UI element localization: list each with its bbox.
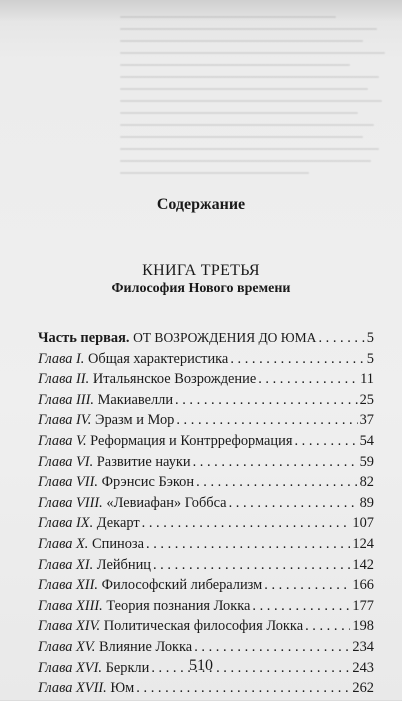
toc-chapter-row — [38, 598, 374, 619]
chapter-title: Реформация и Контрреформация — [90, 432, 293, 449]
chapter-page: 37 — [359, 412, 374, 429]
dot-leader — [194, 639, 350, 656]
chapter-page: 198 — [352, 618, 374, 635]
toc-chapter-row — [38, 515, 374, 536]
bleed-through-text — [120, 6, 390, 256]
chapter-title: Развитие науки — [96, 453, 191, 470]
chapter-title: Теория познания Локка — [106, 597, 251, 614]
toc-part-row — [38, 330, 374, 351]
chapter-label: Глава V. — [38, 432, 87, 449]
chapter-title: Макиавелли — [97, 391, 174, 408]
chapter-label: Глава XIV. — [38, 618, 101, 635]
toc-chapter-row — [38, 433, 374, 454]
toc-chapter-row — [38, 371, 374, 392]
chapter-label: Глава XV. — [38, 638, 96, 655]
chapter-page: 262 — [352, 680, 374, 697]
chapter-title: Философский либерализм — [101, 577, 263, 594]
chapter-title: Юм — [110, 680, 135, 697]
chapter-title: Лейбниц — [96, 556, 151, 573]
chapter-page: 82 — [359, 474, 374, 491]
chapter-page: 5 — [366, 350, 374, 367]
part-label: Часть первая. — [38, 330, 130, 346]
chapter-title: Итальянское Возрождение — [92, 371, 257, 388]
dot-leader — [142, 515, 351, 532]
chapter-label: Глава I. — [38, 350, 85, 367]
dot-leader — [193, 454, 358, 471]
chapter-label: Глава VIII. — [38, 494, 103, 511]
book-subtitle: Философия Нового времени — [111, 281, 291, 296]
part-title: ОТ ВОЗРОЖДЕНИЯ ДО ЮМА — [133, 330, 317, 345]
chapter-title: Спиноза — [92, 535, 144, 552]
toc-chapter-row — [38, 618, 374, 639]
chapter-page: 234 — [352, 638, 374, 655]
chapter-label: Глава XVII. — [38, 680, 107, 697]
toc-chapter-row — [38, 474, 374, 495]
chapter-title: Общая характеристика — [88, 350, 229, 367]
chapter-label: Глава XI. — [38, 556, 94, 573]
toc-chapter-row — [38, 412, 374, 433]
dot-leader — [176, 412, 357, 429]
chapter-title: Влияние Локка — [98, 638, 193, 655]
chapter-page: 59 — [359, 453, 374, 470]
chapter-page: 54 — [359, 432, 374, 449]
dot-leader — [318, 330, 364, 347]
chapter-page: 25 — [359, 391, 374, 408]
part-page: 5 — [366, 330, 374, 346]
toc-chapter-row — [38, 392, 374, 413]
chapter-label: Глава XII. — [38, 577, 98, 594]
chapter-title: Эразм и Мор — [94, 412, 175, 429]
toc-chapter-row — [38, 351, 374, 372]
dot-leader — [196, 474, 358, 491]
page-number: 510 — [189, 657, 213, 674]
chapter-label: Глава III. — [38, 391, 94, 408]
chapter-label: Глава X. — [38, 535, 89, 552]
chapter-title: «Левиафан» Гоббса — [106, 494, 227, 511]
dot-leader — [136, 680, 350, 697]
chapter-page: 89 — [359, 494, 374, 511]
chapter-label: Глава IV. — [38, 412, 92, 429]
book-title: КНИГА ТРЕТЬЯ — [142, 262, 260, 279]
dot-leader — [258, 371, 358, 388]
dot-leader — [252, 598, 350, 615]
page-title: Содержание — [156, 196, 246, 213]
chapter-page: 243 — [352, 659, 374, 676]
chapter-page: 124 — [352, 535, 374, 552]
dot-leader — [294, 433, 357, 450]
chapter-label: Глава II. — [38, 371, 90, 388]
chapter-page: 166 — [352, 577, 374, 594]
toc-chapter-row — [38, 536, 374, 557]
chapter-label: Глава XVI. — [38, 659, 102, 676]
chapter-label: Глава XIII. — [38, 597, 103, 614]
toc-chapter-row — [38, 557, 374, 578]
chapter-title: Фрэнсис Бэкон — [101, 474, 195, 491]
table-of-contents — [38, 330, 374, 701]
dot-leader — [153, 557, 350, 574]
dot-leader — [229, 495, 358, 512]
chapter-label: Глава VI. — [38, 453, 94, 470]
toc-chapter-row — [38, 577, 374, 598]
chapter-page: 142 — [352, 556, 374, 573]
dot-leader — [305, 618, 350, 635]
chapter-label: Глава IX. — [38, 515, 94, 532]
chapter-title: Декарт — [96, 515, 140, 532]
dot-leader — [230, 351, 364, 368]
chapter-page: 107 — [352, 515, 374, 532]
dot-leader — [264, 577, 350, 594]
chapter-title: Политическая философия Локка — [103, 618, 304, 635]
toc-chapter-row — [38, 680, 374, 701]
chapter-title: Беркли — [105, 659, 150, 676]
toc-chapter-row — [38, 454, 374, 475]
dot-leader — [175, 392, 358, 409]
dot-leader — [146, 536, 350, 553]
chapter-page: 11 — [360, 371, 374, 388]
chapter-label: Глава VII. — [38, 474, 98, 491]
chapter-page: 177 — [352, 597, 374, 614]
toc-chapter-row — [38, 495, 374, 516]
